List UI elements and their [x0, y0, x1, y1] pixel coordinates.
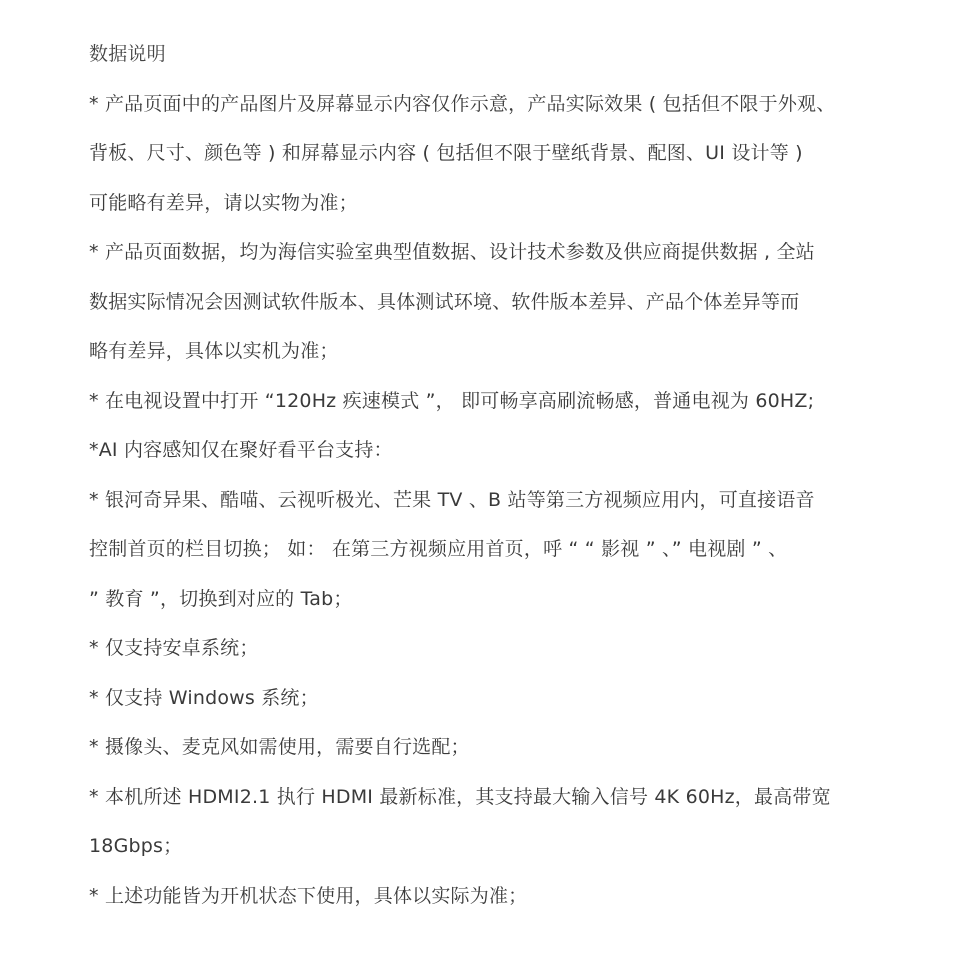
text-line: ” 教育 ”，切换到对应的 Tab；: [89, 587, 353, 610]
text-line: 略有差异，具体以实机为准；: [89, 340, 339, 362]
text-line: * 银河奇异果、酷喵、云视听极光、芒果 TV 、B 站等第三方视频应用内，可直接语音: [89, 488, 815, 511]
disclaimer-document: [89, 30, 959, 921]
text-line: 控制首页的栏目切换； 如： 在第三方视频应用首页，呼 “ “ 影视 ” 、” 电视剧 ” 、: [89, 538, 788, 560]
text-line: *AI 内容感知仅在聚好看平台支持：: [89, 439, 393, 461]
text-line: * 上述功能皆为开机状态下使用，具体以实际为准；: [89, 884, 528, 907]
text-line: * 摄像头、麦克风如需使用，需要自行选配；: [89, 736, 470, 758]
document-title: 数据说明: [89, 43, 166, 65]
text-line: 18Gbps；: [89, 835, 183, 857]
text-line: * 仅支持 Windows 系统；: [89, 686, 319, 709]
text-line: 数据实际情况会因测试软件版本、具体测试环境、软件版本差异、产品个体差异等而: [89, 290, 800, 313]
text-line: * 产品页面中的产品图片及屏幕显示内容仅作示意，产品实际效果 ( 包括但不限于外观、: [89, 92, 836, 115]
text-line: 背板、尺寸、颜色等 ) 和屏幕显示内容 ( 包括但不限于壁纸背景、配图、UI 设计等 ): [89, 142, 803, 164]
text-line: * 本机所述 HDMI2.1 执行 HDMI 最新标准，其支持最大输入信号 4K 60Hz，最高带宽: [89, 785, 831, 808]
text-line: 可能略有差异，请以实物为准；: [89, 191, 358, 214]
text-line: * 仅支持安卓系统；: [89, 637, 259, 659]
text-line: * 产品页面数据，均为海信实验室典型值数据、设计技术参数及供应商提供数据 , 全站: [89, 241, 815, 263]
text-line: * 在电视设置中打开 “120Hz 疾速模式 ”， 即可畅享高刷流畅感，普通电视为 60HZ;: [89, 389, 815, 412]
